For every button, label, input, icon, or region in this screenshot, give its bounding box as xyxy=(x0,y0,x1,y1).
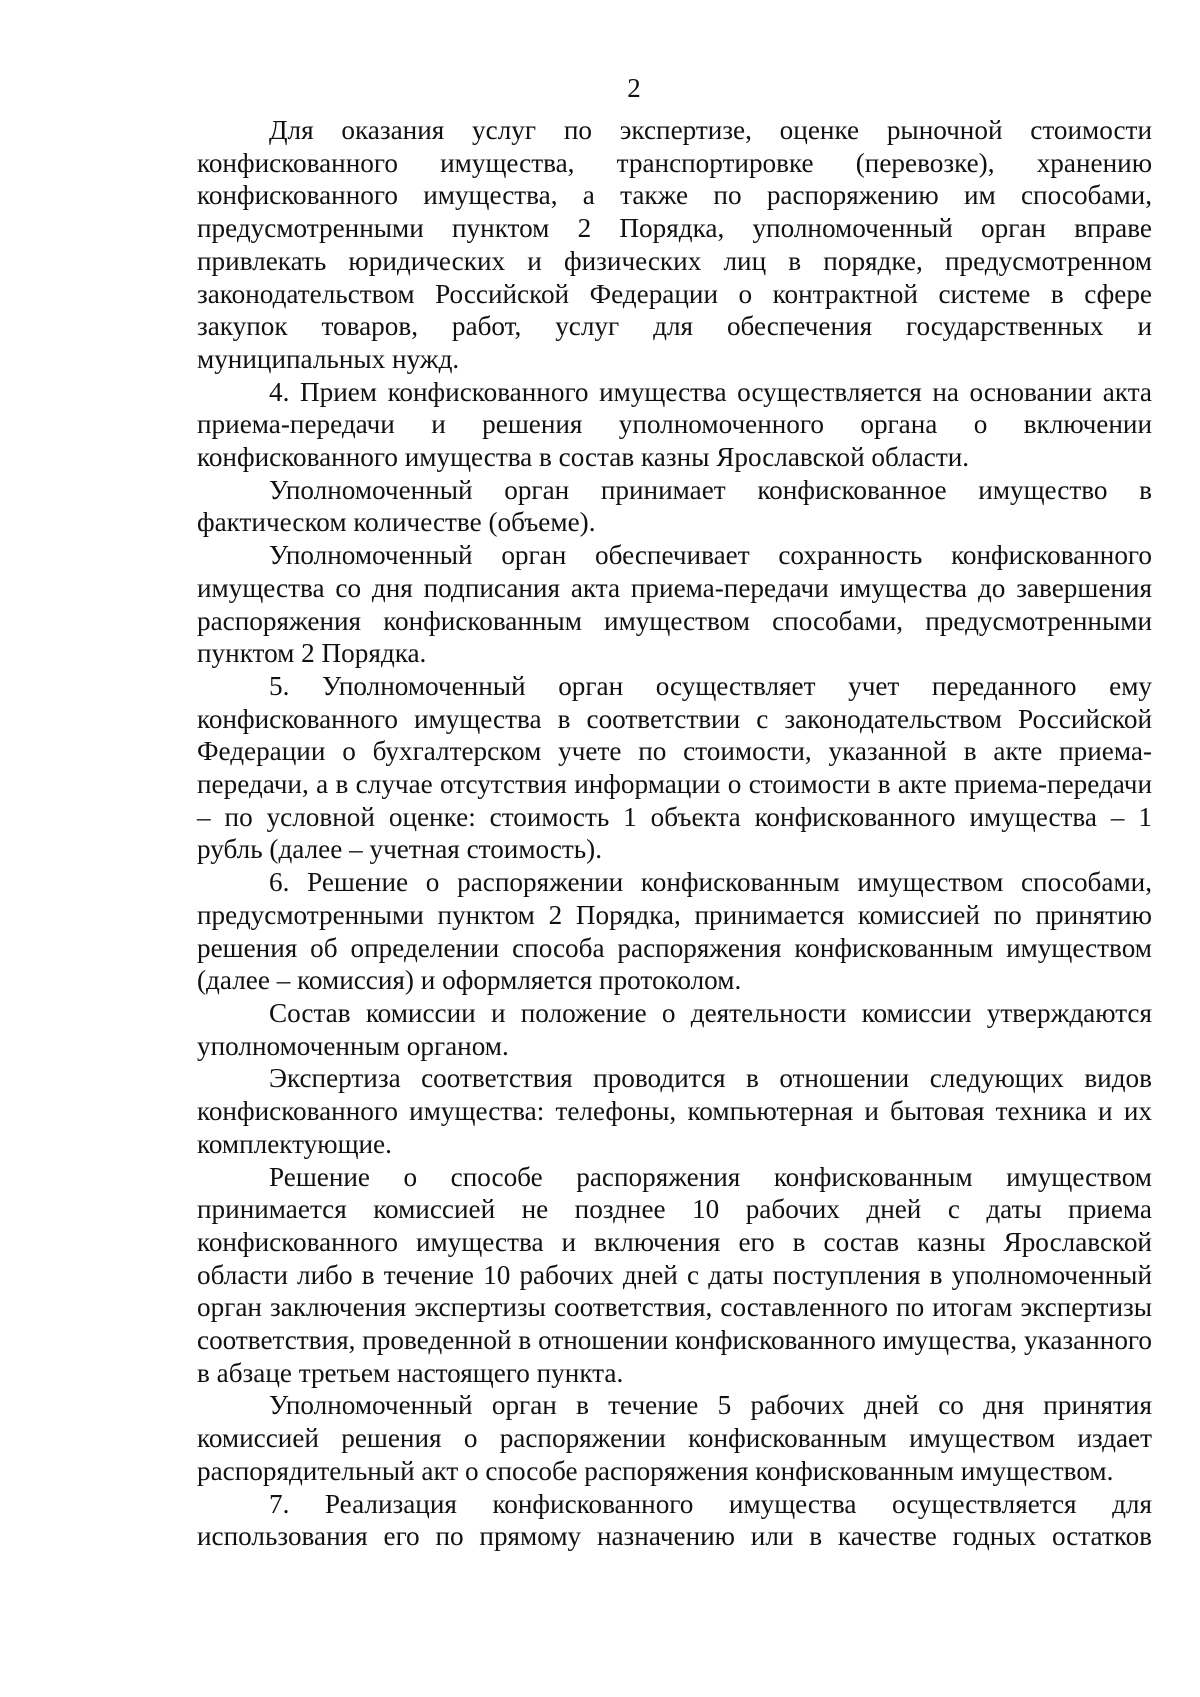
paragraph-item-7-sale: 7. Реализация конфискованного имущества осуществляется для использования его по прямому назначению или в качестве годных остатков xyxy=(197,1488,1152,1552)
paragraph-item-4-acceptance: 4. Прием конфискованного имущества осуществляется на основании акта приема-передачи и решения уполномоченного органа о включении конфискованного имущества в состав казны Ярославской области. xyxy=(197,376,1152,473)
paragraph-commission-composition: Состав комиссии и положение о деятельности комиссии утверждаются уполномоченным органом. xyxy=(197,997,1152,1061)
paragraph-item-5-accounting: 5. Уполномоченный орган осуществляет учет переданного ему конфискованного имущества в соответствии с законодательством Российской Федерации о бухгалтерском учете по стоимости, указанной в акте приема-передачи, а в случае отсутствия информации о стоимости в акте приема-передачи – по условной оценке: стоимость 1 объекта конфискованного имущества – 1 рубль (далее – учетная стоимость). xyxy=(197,670,1152,865)
paragraph-decision-deadline: Решение о способе распоряжения конфискованным имуществом принимается комиссией не позднее 10 рабочих дней с даты приема конфискованного имущества и включения его в состав казны Ярославской области либо в течение 10 рабочих дней с даты поступления в уполномоченный орган заключения экспертизы соответствия, составленного по итогам экспертизы соответствия, проведенной в отношении конфискованного имущества, указанного в абзаце третьем настоящего пункта. xyxy=(197,1161,1152,1388)
paragraph-administrative-act: Уполномоченный орган в течение 5 рабочих дней со дня принятия комиссией решения о распоряжении конфискованным имуществом издает распорядительный акт о способе распоряжения конфискованным имуществом. xyxy=(197,1390,1152,1486)
paragraph-safekeeping: Уполномоченный орган обеспечивает сохранность конфискованного имущества со дня подписания акта приема-передачи имущества до завершения распоряжения конфискованным имуществом способами, предусмотренными пунктом 2 Порядка. xyxy=(197,540,1152,669)
paragraph-conformity-expertise: Экспертиза соответствия проводится в отношении следующих видов конфискованного имущества: телефоны, компьютерная и бытовая техника и их комплектующие. xyxy=(197,1063,1152,1159)
page-number: 2 xyxy=(627,73,641,103)
paragraph-actual-quantity: Уполномоченный орган принимает конфискованное имущество в фактическом количестве (объеме). xyxy=(197,474,1152,538)
paragraph-contractors: Для оказания услуг по экспертизе, оценке рыночной стоимости конфискованного имущества, транспортировке (перевозке), хранению конфискованного имущества, а также по распоряжению им способами, предусмотренными пунктом 2 Порядка, уполномоченный орган вправе привлекать юридических и физических лиц в порядке, предусмотренном законодательством Российской Федерации о контрактной системе в сфере закупок товаров, работ, услуг для обеспечения государственных и муниципальных нужд. xyxy=(197,115,1152,374)
paragraph-item-6-commission-decision: 6. Решение о распоряжении конфискованным имуществом способами, предусмотренными пунктом 2 Порядка, принимается комиссией по принятию решения об определении способа распоряжения конфискованным имуществом (далее – комиссия) и оформляется протоколом. xyxy=(197,867,1152,996)
document-body xyxy=(197,114,1152,1553)
